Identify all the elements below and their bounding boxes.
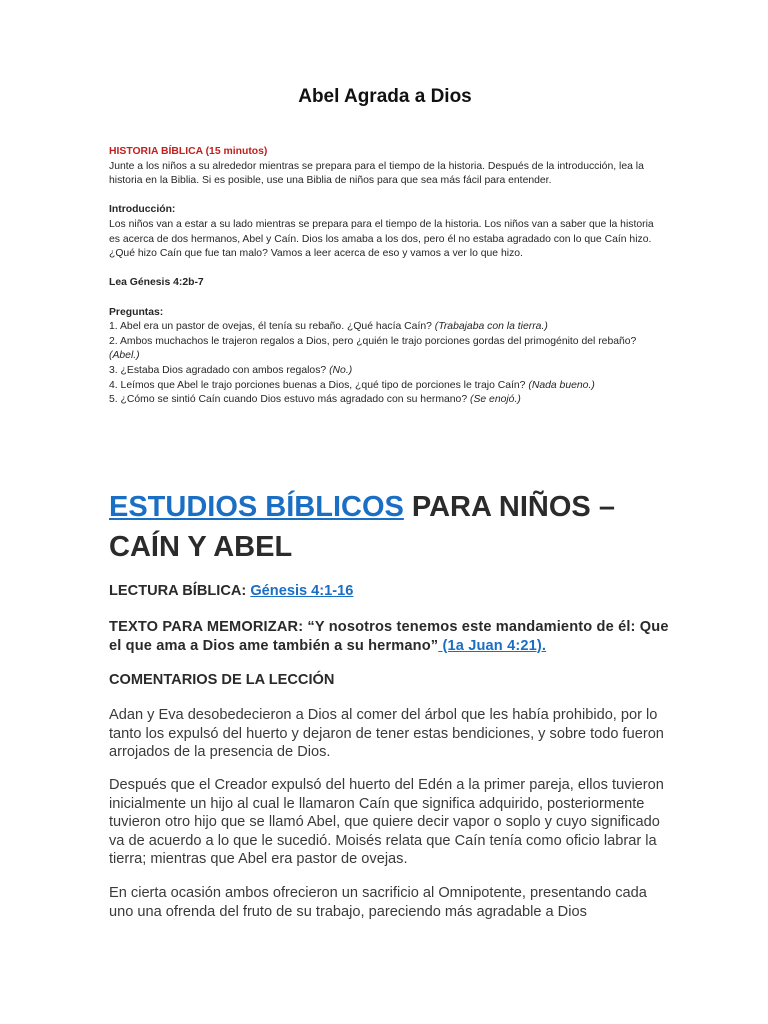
question-answer: (Nada bueno.) [528,379,595,391]
memory-text: “Y nosotros tenemos este mandamiento de él: Que el que ama a Dios ame también a su hermano” [109,619,669,654]
memory-verse [109,618,669,655]
question-answer: (Se enojó.) [469,394,521,406]
introduction-text: Los niños van a estar a su lado mientras se prepara para el tiempo de la historia. Los niños van a saber que la historia es acerca de dos hermanos, Abel y Caín. Dios los amaba a los dos, pero él no estaba agradado con lo que Caín hizo. ¿Qué hizo Caín que fue tan malo? Vamos a leer acerca de eso y vamos a ver lo que hizo. [109,218,654,260]
article-paragraph: Después que el Creador expulsó del huerto del Edén a la primer pareja, ellos tuvieron inicialmente un hijo al cual le llamaron Caín que significa adquirido, posteriormente tuvieron otro hijo que se llamó Abel, que quiere decir vapor o soplo y cuyo significado va de acuerdo a lo que le sucedió. Moisés relata que Caín tenía como oficio labrar la tierra; mientras que Abel era pastor de ovejas. [109,777,664,867]
question-item: 5. ¿Cómo se sintió Caín cuando Dios estuvo más agradado con su hermano? (Se enojó.) [109,394,521,406]
juan-reference-link[interactable]: (1a Juan 4:21). [438,637,547,654]
reading-reference: Lea Génesis 4:2b-7 [109,277,204,289]
question-item: 3. ¿Estaba Dios agradado con ambos regalos? (No.) [109,364,353,376]
questions-label: Preguntas: [109,306,164,318]
bible-studies-link[interactable]: ESTUDIOS BÍBLICOS [109,491,404,523]
memory-label: TEXTO PARA MEMORIZAR: [109,619,308,635]
bible-reading-line [109,582,669,601]
bible-reading-label: LECTURA BÍBLICA: [109,583,251,599]
question-answer: (Abel.) [109,350,140,362]
question-item: 4. Leímos que Abel le trajo porciones buenas a Dios, ¿qué tipo de porciones le trajo Caín? (Nada bueno.) [109,379,595,391]
question-answer: (No.) [329,364,353,376]
article-heading [109,487,669,567]
article-heading-rest: PARA NIÑOS – CAÍN Y ABEL [109,491,615,563]
comments-label: COMENTARIOS DE LA LECCIÓN [109,672,335,688]
article-paragraph: En cierta ocasión ambos ofrecieron un sacrificio al Omnipotente, presentando cada uno una ofrenda del fruto de su trabajo, pareciendo más agradable a Dios [109,885,647,920]
page-title: Abel Agrada a Dios [298,86,472,107]
story-intro-text: Junte a los niños a su alrededor mientras se prepara para el tiempo de la historia. Después de la introducción, lea la historia en la Biblia. Si es posible, use una Biblia de niños para que sea más fácil para entender. [109,160,644,187]
genesis-link[interactable]: Génesis 4:1-16 [250,583,354,599]
question-item: 1. Abel era un pastor de ovejas, él tenía su rebaño. ¿Qué hacía Caín? (Trabajaba con la tierra.) [109,321,548,333]
question-answer: (Trabajaba con la tierra.) [434,321,548,333]
question-item: 2. Ambos muchachos le trajeron regalos a Dios, pero ¿quién le trajo porciones gordas del primogénito del rebaño? (Abel.) [109,335,637,362]
introduction-label: Introducción: [109,204,176,216]
comments-heading [109,671,669,690]
story-heading: HISTORIA BÍBLICA (15 minutos) [109,146,268,157]
bible-story-section [109,145,659,408]
article-paragraph: Adan y Eva desobedecieron a Dios al comer del árbol que les había prohibido, por lo tanto los expulsó del huerto y dejaron de tener estas bendiciones, y sobre todo fueron arrojados de la presencia de Dios. [109,707,664,760]
